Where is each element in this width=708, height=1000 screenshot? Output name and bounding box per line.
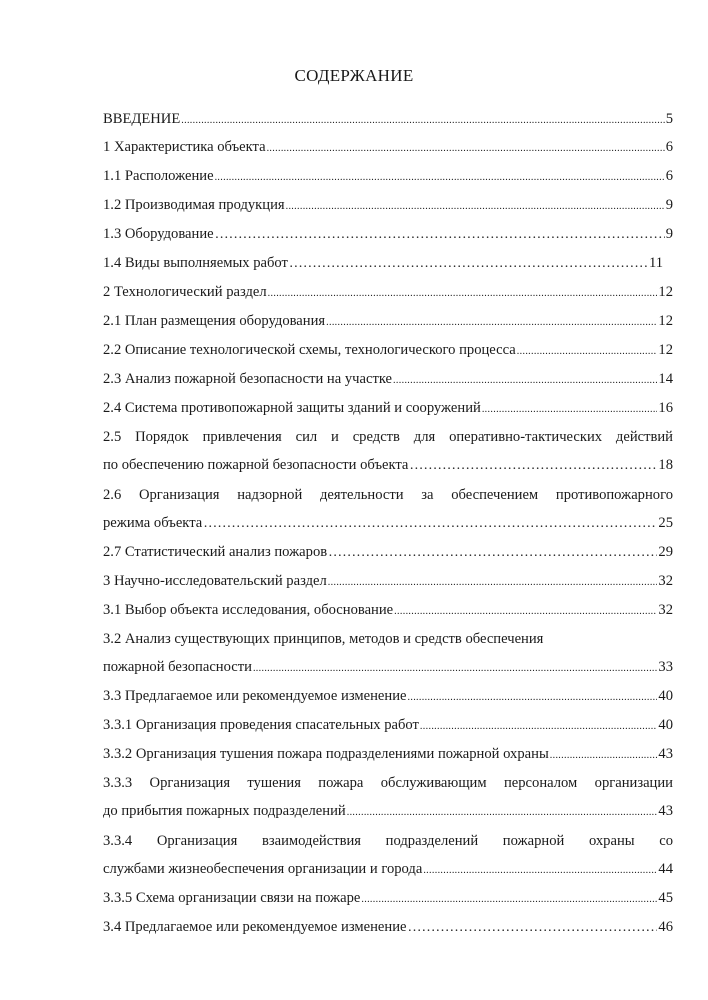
toc-entry [103,512,673,534]
toc-entry-page: 9 [665,197,673,213]
dot-leader [394,601,657,623]
toc-entry [103,194,673,216]
toc-entry-title: 2.7 Статистический анализ пожаров [103,544,328,560]
toc-entry-title: 3.4 Предлагаемое или рекомендуемое изменение [103,919,407,935]
toc-entry [103,165,673,187]
toc-entry-title: 3.1 Выбор объекта исследования, обоснование [103,602,394,618]
toc-entry-page: 43 [658,803,673,819]
toc-entry-page: 12 [658,313,673,329]
toc-entry-title: 2.4 Система противопожарной защиты зданий и сооружений [103,400,481,416]
toc-entry-first-line: 3.3.4 Организация взаимодействия подразделений пожарной охраны со [103,833,673,849]
dot-leader [550,745,658,767]
dot-leader [268,283,658,305]
dot-leader [328,542,657,564]
dot-leader [361,889,657,911]
toc-entry [103,916,673,938]
toc-entry-page: 5 [665,111,673,127]
toc-entry-title: 2.2 Описание технологической схемы, технологического процесса [103,342,516,358]
dot-leader [423,860,657,882]
toc-entry [103,570,673,592]
toc-entry [103,339,673,361]
toc-entry [103,252,663,274]
toc-entry-title: 1.3 Оборудование [103,226,214,242]
toc-entry-page: 43 [658,746,673,762]
dot-leader [420,716,657,738]
toc-entry-page: 32 [658,573,673,589]
dot-leader [286,196,665,218]
toc-entry-title: службами жизнеобеспечения организации и города [103,861,423,877]
toc-entry-page: 29 [658,544,673,560]
toc-entry [103,541,673,563]
toc-entry-title: 2 Технологический раздел [103,284,267,300]
toc-entry-page: 40 [658,717,673,733]
dot-leader [393,370,657,392]
toc-entry [103,397,673,419]
toc-entry [103,887,673,909]
toc-entry-page: 44 [658,861,673,877]
toc-entry-title: 2.3 Анализ пожарной безопасности на участке [103,371,393,387]
toc-entry-first-line: 2.6 Организация надзорной деятельности за обеспечением противопожарного [103,487,673,503]
page-title: СОДЕРЖАНИЕ [294,66,414,85]
toc-entry-page: 33 [658,659,673,675]
dot-leader [215,224,665,246]
toc-entry-title: 1.1 Расположение [103,168,214,184]
toc-entry [103,714,673,736]
toc-entry-title: режима объекта [103,515,203,531]
toc-entry [103,454,673,476]
toc-entry-title: ВВЕДЕНИЕ [103,111,181,127]
dot-leader [203,513,657,535]
dot-leader [289,253,648,275]
toc-entry-title: 3.3.2 Организация тушения пожара подразделениями пожарной охраны [103,746,549,762]
toc-entry-title: 3.3 Предлагаемое или рекомендуемое изменение [103,688,407,704]
dot-leader [408,687,658,709]
dot-leader [326,312,657,334]
toc-entry-page: 11 [648,255,663,271]
dot-leader [482,399,658,421]
toc-entry-title: 3.3.5 Схема организации связи на пожаре [103,890,361,906]
toc-entry-page: 25 [658,515,673,531]
toc-entry-title: 3 Научно-исследовательский раздел [103,573,327,589]
toc-entry-page: 9 [665,226,673,242]
toc-entry [103,599,673,621]
toc-entry-page: 16 [658,400,673,416]
toc-entry-title: до прибытия пожарных подразделений [103,803,346,819]
toc-entry-page: 46 [658,919,673,935]
toc-entry [103,800,673,822]
dot-leader [409,455,657,477]
toc-entry [103,281,673,303]
toc-entry-page: 18 [658,457,673,473]
toc-entry-page: 12 [658,342,673,358]
toc-entry-title: 2.1 План размещения оборудования [103,313,326,329]
toc-entry-title: 3.3.1 Организация проведения спасательных работ [103,717,419,733]
dot-leader [517,341,658,363]
toc-entry-page: 12 [658,284,673,300]
toc-entry [103,136,673,158]
toc-entry-page: 40 [658,688,673,704]
toc-entry-title: пожарной безопасности [103,659,252,675]
toc-entry [103,368,673,390]
toc-entry [103,223,673,245]
toc-entry-page: 45 [658,890,673,906]
dot-leader [267,138,665,160]
toc-entry-page: 6 [665,168,673,184]
toc-entry-page: 32 [658,602,673,618]
dot-leader [253,658,657,680]
toc-entry-first-line: 2.5 Порядок привлечения сил и средств для оперативно-тактических действий [103,429,673,445]
dot-leader [328,572,658,594]
toc-entry [103,743,673,765]
dot-leader [181,110,664,132]
toc-entry-page: 6 [665,139,673,155]
toc-entry-title: 1 Характеристика объекта [103,139,266,155]
dot-leader [408,917,658,939]
toc-entry-page: 14 [658,371,673,387]
dot-leader [347,802,658,824]
toc-entry [103,858,673,880]
toc-entry-title: 1.2 Производимая продукция [103,197,285,213]
toc-entry-first-line: 3.2 Анализ существующих принципов, методов и средств обеспечения [103,631,544,647]
toc-entry-first-line: 3.3.3 Организация тушения пожара обслуживающим персоналом организации [103,775,673,791]
toc-entry [103,656,673,678]
toc-entry-title: по обеспечению пожарной безопасности объекта [103,457,409,473]
toc-entry [103,310,673,332]
dot-leader [215,167,665,189]
toc-entry [103,108,673,130]
toc-entry [103,685,673,707]
toc-entry-title: 1.4 Виды выполняемых работ [103,255,288,271]
